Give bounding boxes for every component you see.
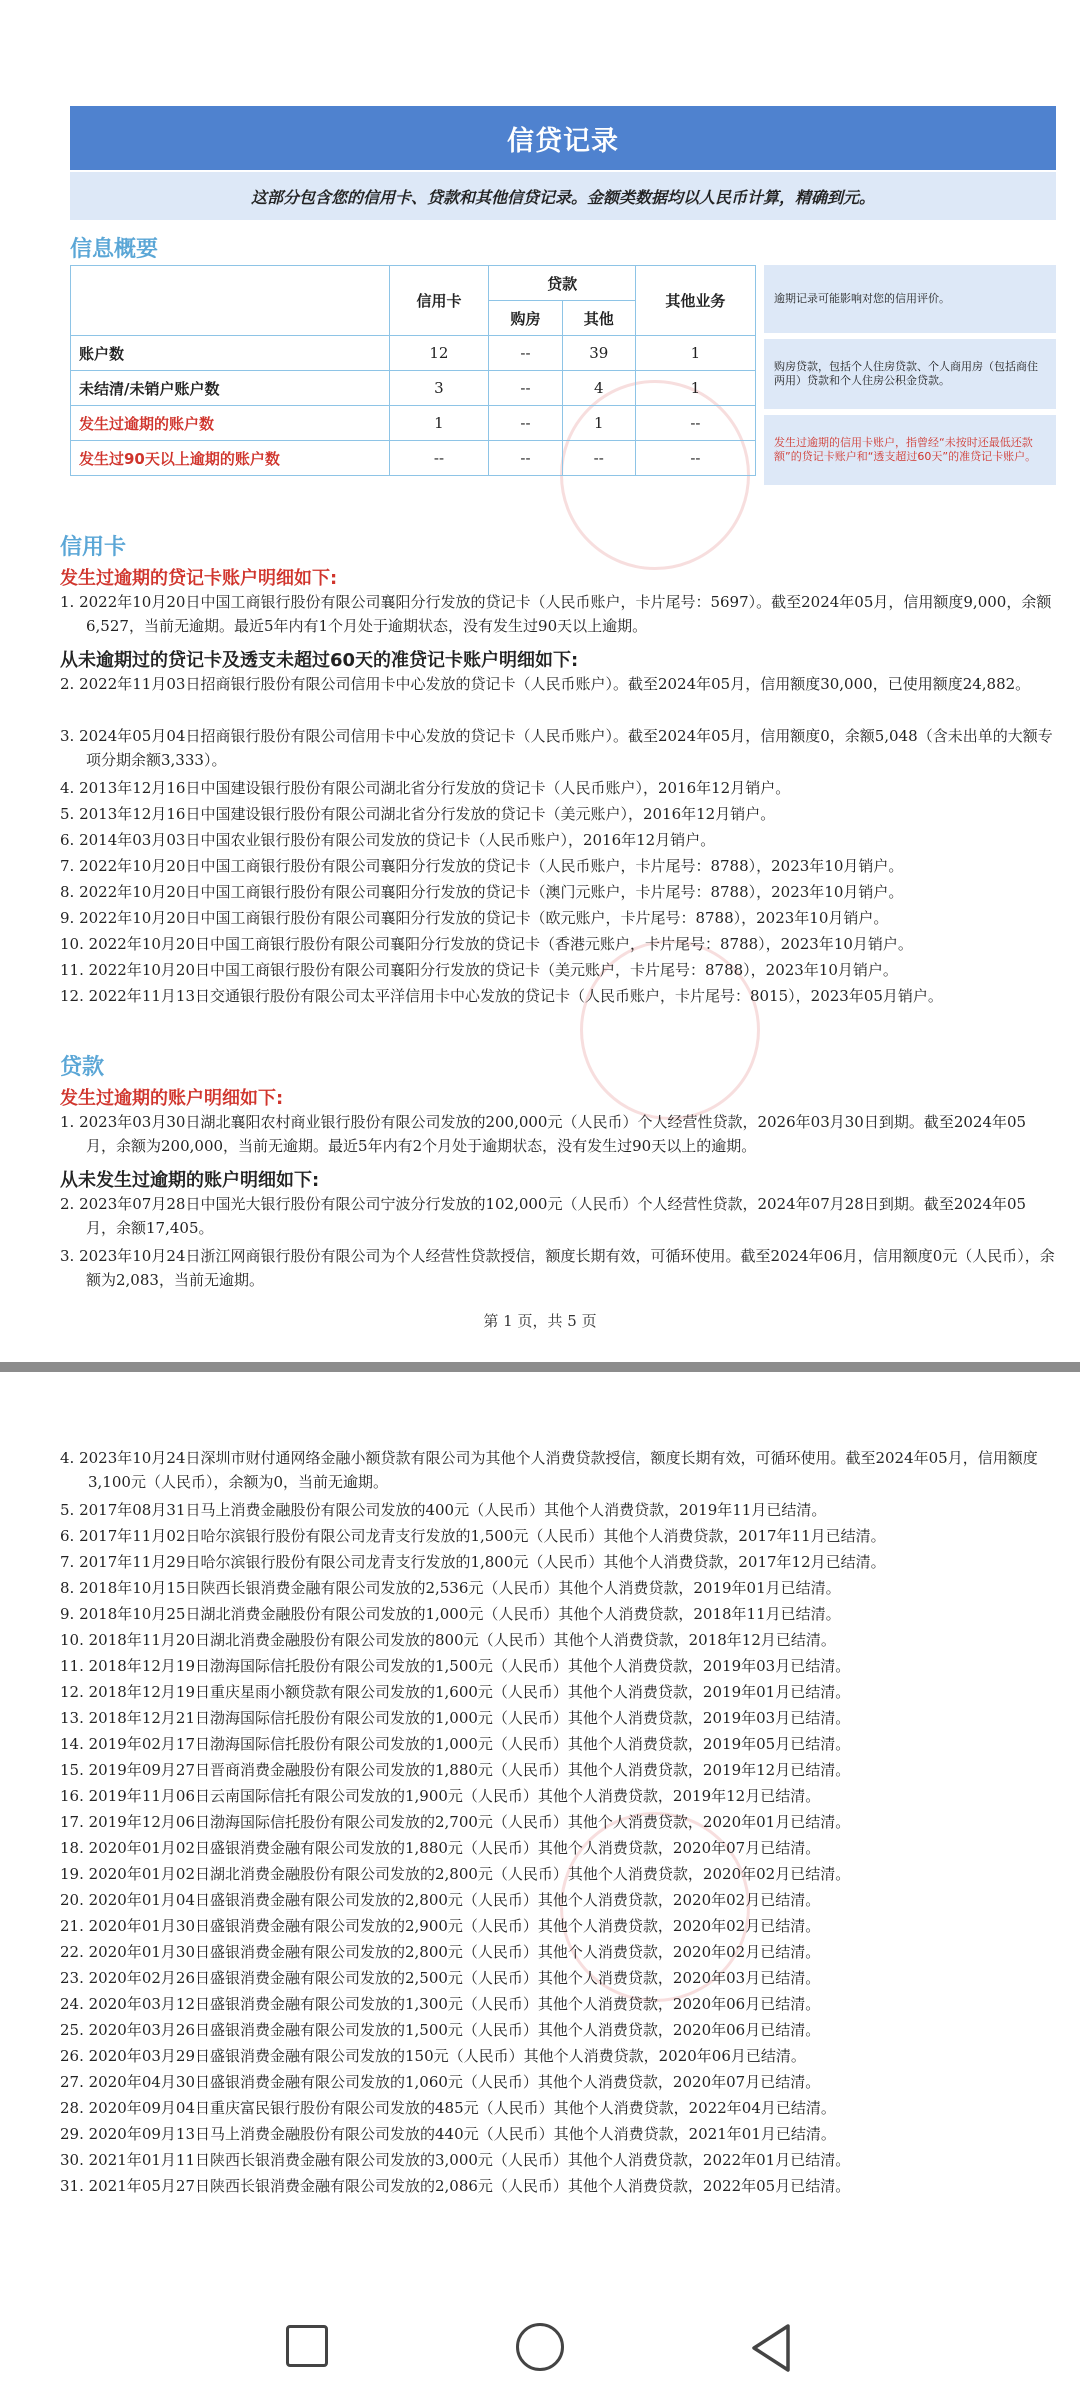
item-text: 2022年11月13日交通银行股份有限公司太平洋信用卡中心发放的贷记卡（人民币账户，卡片尾号：8015），2023年05月销户。: [88, 987, 943, 1005]
item-number: 18.: [60, 1839, 84, 1857]
item-number: 15.: [60, 1761, 84, 1779]
list-item: [60, 590, 1055, 638]
list-item: [60, 1992, 1055, 2016]
cell-value: 1: [562, 406, 635, 441]
item-text: 2020年09月13日马上消费金融股份有限公司发放的440元（人民币）其他个人消费贷款，2021年01月已结清。: [88, 2125, 836, 2143]
item-number: 11.: [60, 961, 84, 979]
col-header-other-business: 其他业务: [635, 266, 755, 336]
table-row: [71, 336, 756, 371]
item-number: 31.: [60, 2177, 84, 2195]
item-number: 29.: [60, 2125, 84, 2143]
list-item: [60, 1914, 1055, 1938]
report-page-2: [0, 1372, 1080, 2252]
list-item: [60, 1706, 1055, 1730]
item-number: 1.: [60, 1113, 75, 1131]
item-number: 17.: [60, 1813, 84, 1831]
item-text: 2018年12月19日重庆星雨小额贷款有限公司发放的1,600元（人民币）其他个人消费贷款，2019年01月已结清。: [88, 1683, 851, 1701]
item-text: 2017年11月29日哈尔滨银行股份有限公司龙青支行发放的1,800元（人民币）其他个人消费贷款，2017年12月已结清。: [79, 1553, 886, 1571]
item-number: 8.: [60, 883, 75, 901]
item-number: 19.: [60, 1865, 84, 1883]
item-number: 30.: [60, 2151, 84, 2169]
item-text: 2013年12月16日中国建设银行股份有限公司湖北省分行发放的贷记卡（美元账户），2016年12月销户。: [79, 805, 776, 823]
table-row: [71, 406, 756, 441]
item-text: 2020年01月02日湖北消费金融股份有限公司发放的2,800元（人民币）其他个人消费贷款，2020年02月已结清。: [88, 1865, 851, 1883]
item-text: 2021年01月11日陕西长银消费金融有限公司发放的3,000元（人民币）其他个人消费贷款，2022年01月已结清。: [88, 2151, 851, 2169]
cell-value: --: [489, 441, 562, 476]
list-item: [60, 2174, 1055, 2198]
credit-card-title: 信用卡: [60, 535, 127, 560]
loan-overdue-heading: 发生过逾期的账户明细如下:: [60, 1088, 284, 1109]
table-corner: [71, 266, 390, 336]
list-item: [60, 724, 1055, 772]
list-item: [60, 1862, 1055, 1886]
item-number: 25.: [60, 2021, 84, 2039]
list-item: [60, 802, 1055, 826]
col-header-other: 其他: [562, 301, 635, 336]
item-text: 2022年10月20日中国工商银行股份有限公司襄阳分行发放的贷记卡（美元账户，卡片尾号：8788），2023年10月销户。: [88, 961, 898, 979]
row-label: 发生过逾期的账户数: [71, 406, 390, 441]
list-item: [60, 984, 1055, 1008]
item-number: 24.: [60, 1995, 84, 2013]
cell-value: --: [635, 441, 755, 476]
table-row: [71, 371, 756, 406]
list-item: [60, 1888, 1055, 1912]
cell-value: --: [635, 406, 755, 441]
list-item: [60, 958, 1055, 982]
item-text: 2020年04月30日盛银消费金融有限公司发放的1,060元（人民币）其他个人消费贷款，2020年07月已结清。: [88, 2073, 821, 2091]
list-item: [60, 1110, 1055, 1158]
item-text: 2017年08月31日马上消费金融股份有限公司发放的400元（人民币）其他个人消费贷款，2019年11月已结清。: [79, 1501, 827, 1519]
item-text: 2020年03月12日盛银消费金融有限公司发放的1,300元（人民币）其他个人消费贷款，2020年06月已结清。: [88, 1995, 821, 2013]
list-item: [60, 1732, 1055, 1756]
item-text: 2021年05月27日陕西长银消费金融有限公司发放的2,086元（人民币）其他个人消费贷款，2022年05月已结清。: [88, 2177, 851, 2195]
list-item: [60, 1654, 1055, 1678]
item-text: 2022年10月20日中国工商银行股份有限公司襄阳分行发放的贷记卡（人民币账户，卡片尾号：8788），2023年10月销户。: [79, 857, 904, 875]
cell-value: 1: [389, 406, 489, 441]
item-text: 2022年10月20日中国工商银行股份有限公司襄阳分行发放的贷记卡（香港元账户，卡片尾号：8788），2023年10月销户。: [88, 935, 913, 953]
cc-normal-heading: 从未逾期过的贷记卡及透支未超过60天的准贷记卡账户明细如下:: [60, 650, 579, 671]
item-number: 6.: [60, 1527, 75, 1545]
item-text: 2017年11月02日哈尔滨银行股份有限公司龙青支行发放的1,500元（人民币）其他个人消费贷款，2017年11月已结清。: [79, 1527, 886, 1545]
row-label: 发生过90天以上逾期的账户数: [71, 441, 390, 476]
overview-note: 购房贷款，包括个人住房贷款、个人商用房（包括商住两用）贷款和个人住房公积金贷款。: [764, 339, 1056, 409]
cell-value: 1: [635, 371, 755, 406]
item-number: 9.: [60, 909, 75, 927]
list-item: [60, 1192, 1055, 1240]
item-number: 4.: [60, 1449, 75, 1467]
cc-overdue-heading: 发生过逾期的贷记卡账户明细如下:: [60, 568, 338, 589]
list-item: [60, 1498, 1055, 1522]
item-number: 12.: [60, 987, 84, 1005]
list-item: [60, 906, 1055, 930]
item-text: 2018年10月25日湖北消费金融股份有限公司发放的1,000元（人民币）其他个人消费贷款，2018年11月已结清。: [79, 1605, 841, 1623]
list-item: [60, 932, 1055, 956]
item-number: 3.: [60, 1247, 75, 1265]
item-text: 2020年02月26日盛银消费金融有限公司发放的2,500元（人民币）其他个人消费贷款，2020年03月已结清。: [88, 1969, 821, 1987]
list-item: [60, 2096, 1055, 2120]
item-number: 26.: [60, 2047, 84, 2065]
item-number: 3.: [60, 727, 75, 745]
android-nav-bar: [0, 2320, 1080, 2400]
cell-value: --: [489, 336, 562, 371]
item-text: 2020年01月04日盛银消费金融有限公司发放的2,800元（人民币）其他个人消费贷款，2020年02月已结清。: [88, 1891, 821, 1909]
item-text: 2018年11月20日湖北消费金融股份有限公司发放的800元（人民币）其他个人消费贷款，2018年12月已结清。: [88, 1631, 836, 1649]
item-number: 8.: [60, 1579, 75, 1597]
item-number: 20.: [60, 1891, 84, 1909]
list-item: [60, 2018, 1055, 2042]
overview-note: 逾期记录可能影响对您的信用评价。: [764, 265, 1056, 333]
item-text: 2018年10月15日陕西长银消费金融有限公司发放的2,536元（人民币）其他个人消费贷款，2019年01月已结清。: [79, 1579, 841, 1597]
item-number: 4.: [60, 779, 75, 797]
row-label: 未结清/未销户账户数: [71, 371, 390, 406]
list-item: [60, 1550, 1055, 1574]
item-number: 10.: [60, 935, 84, 953]
item-number: 14.: [60, 1735, 84, 1753]
item-number: 27.: [60, 2073, 84, 2091]
triangle-back-icon[interactable]: [746, 2320, 796, 2376]
cell-value: --: [489, 406, 562, 441]
overview-title: 信息概要: [70, 237, 159, 262]
cell-value: 1: [635, 336, 755, 371]
list-item: [60, 1784, 1055, 1808]
list-item: [60, 2044, 1055, 2068]
table-row: [71, 441, 756, 476]
item-number: 5.: [60, 1501, 75, 1519]
cell-value: 3: [389, 371, 489, 406]
overview-note-overdue: 发生过逾期的信用卡账户，指曾经“未按时还最低还款额”的贷记卡账户和“透支超过60天”的准贷记卡账户。: [764, 415, 1056, 485]
item-text: 2020年01月30日盛银消费金融有限公司发放的2,800元（人民币）其他个人消费贷款，2020年02月已结清。: [88, 1943, 821, 1961]
item-text: 2013年12月16日中国建设银行股份有限公司湖北省分行发放的贷记卡（人民币账户），2016年12月销户。: [79, 779, 791, 797]
list-item: [60, 1602, 1055, 1626]
cell-value: --: [562, 441, 635, 476]
item-number: 10.: [60, 1631, 84, 1649]
item-number: 12.: [60, 1683, 84, 1701]
item-text: 2023年10月24日深圳市财付通网络金融小额贷款有限公司为其他个人消费贷款授信，额度长期有效，可循环使用。截至2024年05月，信用额度3,100元（人民币），余额为0，当前无逾期。: [79, 1449, 1038, 1491]
item-text: 2020年03月26日盛银消费金融有限公司发放的1,500元（人民币）其他个人消费贷款，2020年06月已结清。: [88, 2021, 821, 2039]
list-item: [60, 1836, 1055, 1860]
item-text: 2024年05月04日招商银行股份有限公司信用卡中心发放的贷记卡（人民币账户）。截至2024年05月，信用额度0，余额5,048（含未出单的大额专项分期余额3,333）。: [79, 727, 1053, 769]
item-text: 2019年09月27日晋商消费金融股份有限公司发放的1,880元（人民币）其他个人消费贷款，2019年12月已结清。: [88, 1761, 851, 1779]
section-title-bar: 信贷记录: [70, 106, 1056, 170]
cell-value: 12: [389, 336, 489, 371]
item-number: 16.: [60, 1787, 84, 1805]
list-item: [60, 2122, 1055, 2146]
item-text: 2020年09月04日重庆富民银行股份有限公司发放的485元（人民币）其他个人消费贷款，2022年04月已结清。: [88, 2099, 836, 2117]
list-item: [60, 1446, 1055, 1494]
item-text: 2023年07月28日中国光大银行股份有限公司宁波分行发放的102,000元（人民币）个人经营性贷款，2024年07月28日到期。截至2024年05月，余额17,405。: [79, 1195, 1027, 1237]
list-item: [60, 776, 1055, 800]
item-text: 2014年03月03日中国农业银行股份有限公司发放的贷记卡（人民币账户），2016年12月销户。: [79, 831, 716, 849]
item-number: 13.: [60, 1709, 84, 1727]
square-icon[interactable]: [286, 2325, 328, 2367]
list-item: [60, 1576, 1055, 1600]
circle-icon[interactable]: [516, 2323, 564, 2371]
item-text: 2023年03月30日湖北襄阳农村商业银行股份有限公司发放的200,000元（人民币）个人经营性贷款，2026年03月30日到期。截至2024年05月，余额为200,000，当前无逾期。最近5年内有2个月处于逾期状态，没有发生过90天以上的逾期。: [79, 1113, 1027, 1155]
list-item: [60, 672, 1055, 696]
item-text: 2018年12月19日渤海国际信托股份有限公司发放的1,500元（人民币）其他个人消费贷款，2019年03月已结清。: [88, 1657, 851, 1675]
item-number: 9.: [60, 1605, 75, 1623]
item-number: 23.: [60, 1969, 84, 1987]
list-item: [60, 1810, 1055, 1834]
item-text: 2020年03月29日盛银消费金融有限公司发放的150元（人民币）其他个人消费贷款，2020年06月已结清。: [88, 2047, 806, 2065]
item-text: 2022年10月20日中国工商银行股份有限公司襄阳分行发放的贷记卡（欧元账户，卡片尾号：8788），2023年10月销户。: [79, 909, 889, 927]
cell-value: --: [389, 441, 489, 476]
item-number: 7.: [60, 857, 75, 875]
item-number: 22.: [60, 1943, 84, 1961]
item-text: 2022年10月20日中国工商银行股份有限公司襄阳分行发放的贷记卡（澳门元账户，卡片尾号：8788），2023年10月销户。: [79, 883, 904, 901]
item-text: 2019年11月06日云南国际信托有限公司发放的1,900元（人民币）其他个人消费贷款，2019年12月已结清。: [88, 1787, 821, 1805]
list-item: [60, 1628, 1055, 1652]
list-item: [60, 1940, 1055, 1964]
item-text: 2022年11月03日招商银行股份有限公司信用卡中心发放的贷记卡（人民币账户）。截至2024年05月，信用额度30,000，已使用额度24,882。: [79, 675, 1031, 693]
item-text: 2023年10月24日浙江网商银行股份有限公司为个人经营性贷款授信，额度长期有效，可循环使用。截至2024年06月，信用额度0元（人民币），余额为2,083，当前无逾期。: [79, 1247, 1055, 1289]
list-item: [60, 828, 1055, 852]
cell-value: --: [489, 371, 562, 406]
item-number: 11.: [60, 1657, 84, 1675]
page-divider: [0, 1362, 1080, 1372]
row-label: 账户数: [71, 336, 390, 371]
item-number: 2.: [60, 675, 75, 693]
item-number: 21.: [60, 1917, 84, 1935]
list-item: [60, 854, 1055, 878]
list-item: [60, 880, 1055, 904]
item-text: 2019年02月17日渤海国际信托股份有限公司发放的1,000元（人民币）其他个人消费贷款，2019年05月已结清。: [88, 1735, 851, 1753]
item-number: 28.: [60, 2099, 84, 2117]
cell-value: 39: [562, 336, 635, 371]
item-text: 2020年01月30日盛银消费金融有限公司发放的2,900元（人民币）其他个人消费贷款，2020年02月已结清。: [88, 1917, 821, 1935]
item-text: 2018年12月21日渤海国际信托股份有限公司发放的1,000元（人民币）其他个人消费贷款，2019年03月已结清。: [88, 1709, 851, 1727]
list-item: [60, 1244, 1055, 1292]
list-item: [60, 1680, 1055, 1704]
item-number: 6.: [60, 831, 75, 849]
item-text: 2022年10月20日中国工商银行股份有限公司襄阳分行发放的贷记卡（人民币账户，卡片尾号：5697）。截至2024年05月，信用额度9,000，余额6,527，当前无逾期。最近5年内有1个月处于逾期状态，没有发生过90天以上逾期。: [79, 593, 1052, 635]
item-number: 1.: [60, 593, 75, 611]
loan-title: 贷款: [60, 1055, 105, 1080]
list-item: [60, 1966, 1055, 1990]
overview-table: [70, 265, 756, 476]
list-item: [60, 2070, 1055, 2094]
col-header-credit-card: 信用卡: [389, 266, 489, 336]
loan-normal-heading: 从未发生过逾期的账户明细如下:: [60, 1170, 320, 1191]
section-subtitle: 这部分包含您的信用卡、贷款和其他信贷记录。金额类数据均以人民币计算，精确到元。: [70, 172, 1056, 220]
item-number: 5.: [60, 805, 75, 823]
page-number: 第 1 页，共 5 页: [483, 1312, 597, 1330]
col-header-loan: 贷款: [489, 266, 636, 301]
list-item: [60, 1524, 1055, 1548]
item-text: 2019年12月06日渤海国际信托股份有限公司发放的2,700元（人民币）其他个人消费贷款，2020年01月已结清。: [88, 1813, 851, 1831]
col-header-home: 购房: [489, 301, 562, 336]
cell-value: 4: [562, 371, 635, 406]
item-text: 2020年01月02日盛银消费金融有限公司发放的1,880元（人民币）其他个人消费贷款，2020年07月已结清。: [88, 1839, 821, 1857]
list-item: [60, 2148, 1055, 2172]
list-item: [60, 1758, 1055, 1782]
item-number: 7.: [60, 1553, 75, 1571]
item-number: 2.: [60, 1195, 75, 1213]
